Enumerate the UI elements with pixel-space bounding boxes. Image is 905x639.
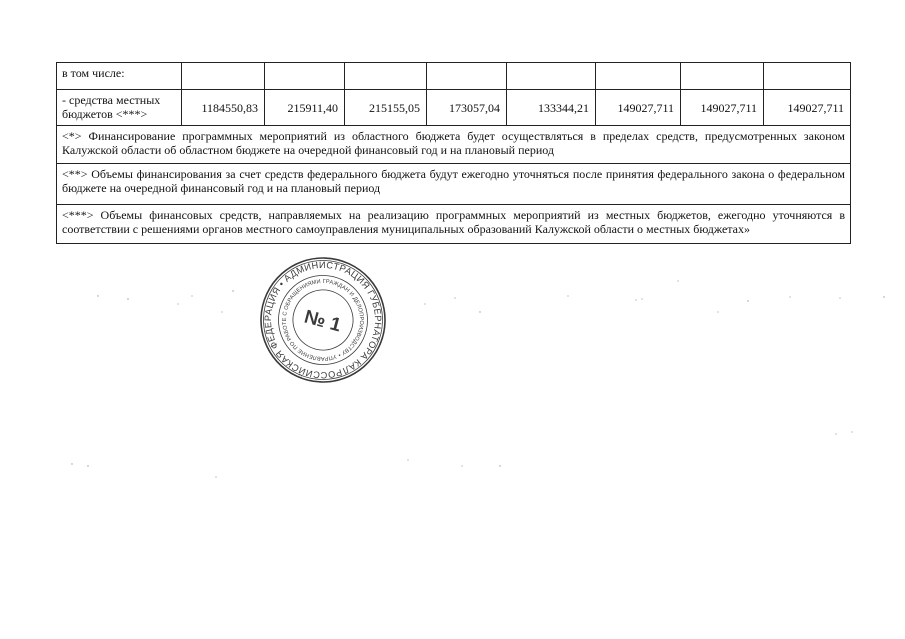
footnote-row: [57, 205, 851, 244]
financing-table: [56, 62, 851, 244]
footnote-local-budgets: <***> Объемы финансовых средств, направляемых на реализацию программных мероприятий из местных бюджетов, ежегодно уточняются в соответствии с решениями органов местного самоуправления муниципальных образований Калужской области о местных бюджетах»: [57, 205, 851, 244]
table-row-local-budgets: [57, 90, 851, 126]
empty-cell: [345, 63, 427, 90]
empty-cell: [427, 63, 507, 90]
empty-cell: [764, 63, 851, 90]
value-cell: 149027,711: [681, 90, 764, 126]
value-cell: 149027,711: [596, 90, 681, 126]
footnote-row: [57, 126, 851, 164]
value-cell: 173057,04: [427, 90, 507, 126]
row-label-local-budgets: - средства местных бюджетов <***>: [57, 90, 182, 126]
value-cell: 1184550,83: [182, 90, 265, 126]
table-row-including: [57, 63, 851, 90]
value-cell: 133344,21: [507, 90, 596, 126]
empty-cell: [507, 63, 596, 90]
seal-inner-text: УПРАВЛЕНИЕ ПО РАБОТЕ С ОБРАЩЕНИЯМИ ГРАЖДАН И ДЕЛОПРОИЗВОДСТВУ •: [281, 278, 365, 362]
official-seal: [259, 256, 387, 384]
footnote-federal-budget: <**> Объемы финансирования за счет средств федерального бюджета будут ежегодно уточняться после принятия федерального закона о федеральном бюджете на очередной финансовый год и на плановый период: [57, 164, 851, 205]
seal-outer-text: РОССИЙСКАЯ ФЕДЕРАЦИЯ • АДМИНИСТРАЦИЯ ГУБЕРНАТОРА КАЛУЖСКОЙ: [262, 259, 384, 381]
value-cell: 149027,711: [764, 90, 851, 126]
empty-cell: [596, 63, 681, 90]
empty-cell: [265, 63, 345, 90]
empty-cell: [182, 63, 265, 90]
seal-number: № 1: [302, 306, 344, 337]
empty-cell: [681, 63, 764, 90]
footnote-regional-budget: <*> Финансирование программных мероприятий из областного бюджета будет осуществляться в пределах средств, предусмотренных законом Калужской области об областном бюджете на очередной финансовый год и на плановый период: [57, 126, 851, 164]
row-label-including: в том числе:: [57, 63, 182, 90]
footnote-row: [57, 164, 851, 205]
value-cell: 215155,05: [345, 90, 427, 126]
value-cell: 215911,40: [265, 90, 345, 126]
